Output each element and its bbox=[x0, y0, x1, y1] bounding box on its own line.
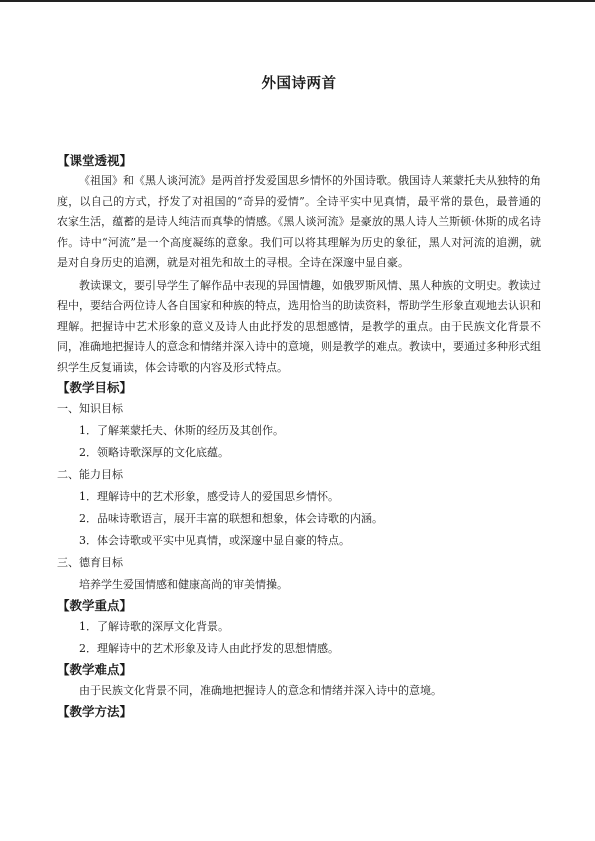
goals-ability-item-2: 2．品味诗歌语言，展开丰富的联想和想象，体会诗歌的内涵。 bbox=[79, 512, 383, 525]
overview-paragraph-1: 《祖国》和《黑人谈河流》是两首抒发爱国思乡情怀的外国诗歌。俄国诗人莱蒙托夫从独特的角度，以自己的方式，抒发了对祖国的“奇异的爱情”。全诗平实中见真情，最平常的景色，最普通的农家生活，蕴蓄的是诗人纯洁而真挚的情感。《黑人谈河流》是豪放的黑人诗人兰斯顿·休斯的成名诗作。诗中“河流”是一个高度凝练的意象。我们可以将其理解为历史的象征，黑人对河流的追溯，就是对自身历史的追溯，就是对祖先和故土的寻根。全诗在深邃中显自豪。 bbox=[57, 174, 541, 269]
section-heading-key-points: 【教学重点】 bbox=[57, 598, 133, 613]
top-border-line bbox=[0, 0, 595, 2]
goals-ability-item-1: 1．理解诗中的艺术形象，感受诗人的爱国思乡情怀。 bbox=[79, 490, 339, 503]
key-point-item-2: 2．理解诗中的艺术形象及诗人由此抒发的思想情感。 bbox=[79, 642, 339, 655]
goals-moral-text: 培养学生爱国情感和健康高尚的审美情操。 bbox=[79, 578, 288, 591]
section-heading-overview: 【课堂透视】 bbox=[57, 153, 133, 168]
document-page bbox=[57, 72, 541, 722]
goals-knowledge-label: 一、知识目标 bbox=[57, 402, 123, 415]
section-heading-difficulties: 【教学难点】 bbox=[57, 662, 133, 677]
difficulties-text: 由于民族文化背景不同，准确地把握诗人的意念和情绪并深入诗中的意境。 bbox=[79, 684, 442, 697]
key-point-item-1: 1．了解诗歌的深厚文化背景。 bbox=[79, 620, 229, 633]
goals-knowledge-item-1: 1．了解莱蒙托夫、休斯的经历及其创作。 bbox=[79, 424, 284, 437]
document-title: 外国诗两首 bbox=[261, 76, 337, 92]
goals-ability-label: 二、能力目标 bbox=[57, 468, 123, 481]
section-heading-methods: 【教学方法】 bbox=[57, 704, 133, 719]
section-heading-goals: 【教学目标】 bbox=[57, 380, 133, 395]
overview-paragraph-2: 教读课文，要引导学生了解作品中表现的异国情趣，如俄罗斯风情、黑人种族的文明史。教读过程中，要结合两位诗人各自国家和种族的特点，选用恰当的助读资料，帮助学生形象直观地去认识和理解。把握诗中艺术形象的意义及诗人由此抒发的思想感情，是教学的重点。由于民族文化背景不同，准确地把握诗人的意念和情绪并深入诗中的意境，则是教学的难点。教读中，要通过多种形式组织学生反复诵读，体会诗歌的内容及形式特点。 bbox=[57, 278, 541, 374]
goals-ability-item-3: 3．体会诗歌或平实中见真情，或深邃中显自豪的特点。 bbox=[79, 534, 350, 547]
goals-moral-label: 三、德育目标 bbox=[57, 556, 123, 569]
goals-knowledge-item-2: 2．领略诗歌深厚的文化底蕴。 bbox=[79, 446, 229, 459]
